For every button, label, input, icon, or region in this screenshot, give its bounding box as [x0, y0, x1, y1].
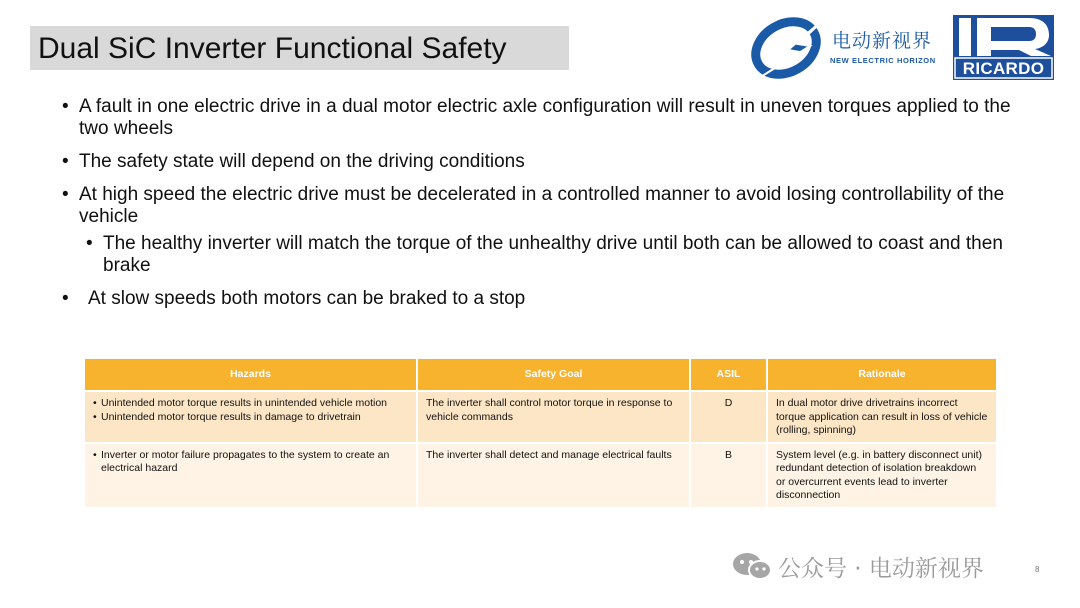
hazards-cell [85, 391, 417, 443]
table-header-row [85, 359, 996, 391]
rationale-cell: In dual motor drive drivetrains incorrect torque application can result in loss of vehicle (rolling, spinning) [767, 391, 996, 443]
bullet-item: • At slow speeds both motors can be braked to a stop [62, 288, 1042, 310]
bullet-item: • A fault in one electric drive in a dual motor electric axle configuration will result in uneven torques applied to the two wheels [62, 96, 1042, 140]
header-hazards: Hazards [85, 359, 417, 391]
hazard-item: • Unintended motor torque results in unintended vehicle motion [93, 397, 408, 411]
header-safety-goal: Safety Goal [417, 359, 690, 391]
header-rationale: Rationale [767, 359, 996, 391]
sub-bullet-item: • The healthy inverter will match the torque of the unhealthy drive until both can be allowed to coast and then brake [86, 233, 1042, 277]
page-number: 8 [1035, 565, 1040, 574]
hazards-cell [85, 443, 417, 507]
hazard-table [85, 359, 996, 507]
hazard-item: • Inverter or motor failure propagates to the system to create an electrical hazard [93, 449, 408, 476]
ricardo-logo-text: RICARDO [962, 59, 1045, 78]
table-row [85, 443, 996, 507]
nev-logo-chinese: 电动新视界 [832, 30, 933, 52]
rationale-cell: System level (e.g. in battery disconnect unit) redundant detection of isolation breakdown or overcurrent events lead to inverter disconnection [767, 443, 996, 507]
slide-title: Dual SiC Inverter Functional Safety [38, 32, 507, 65]
hazard-item: • Unintended motor torque results in damage to drivetrain [93, 411, 408, 425]
bullet-item: • The safety state will depend on the driving conditions [62, 151, 1042, 173]
safety-goal-cell: The inverter shall detect and manage electrical faults [417, 443, 690, 507]
asil-cell: B [690, 443, 767, 507]
bullet-item: • At high speed the electric drive must be decelerated in a controlled manner to avoid losing controllability of the vehicle [62, 184, 1042, 228]
watermark-text: 公众号 · 电动新视界 [778, 556, 984, 582]
header-asil: ASIL [690, 359, 767, 391]
asil-cell: D [690, 391, 767, 443]
table-row [85, 391, 996, 443]
bullet-list [62, 96, 1042, 310]
safety-goal-cell: The inverter shall control motor torque in response to vehicle commands [417, 391, 690, 443]
nev-logo-english: NEW ELECTRIC HORIZON [830, 56, 936, 65]
